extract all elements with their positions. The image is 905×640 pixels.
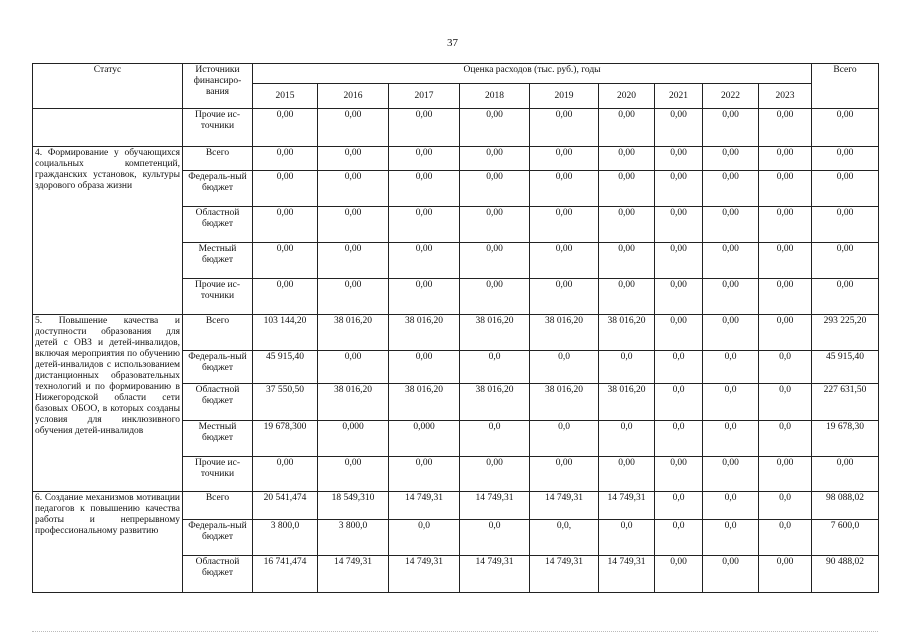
source-cell: Всего bbox=[183, 315, 253, 351]
value-cell: 14 749,31 bbox=[530, 492, 599, 520]
year-header: 2021 bbox=[655, 84, 703, 109]
value-cell: 0,00 bbox=[655, 207, 703, 243]
value-cell: 0,00 bbox=[460, 207, 530, 243]
value-cell: 0,0 bbox=[655, 351, 703, 384]
value-cell: 45 915,40 bbox=[253, 351, 318, 384]
total-header: Всего bbox=[812, 64, 879, 109]
value-cell: 0,00 bbox=[599, 279, 655, 315]
value-cell: 3 800,0 bbox=[253, 520, 318, 556]
value-cell: 38 016,20 bbox=[460, 315, 530, 351]
value-cell: 0,0 bbox=[530, 351, 599, 384]
value-cell: 0,0 bbox=[703, 421, 759, 457]
source-cell: Местный бюджет bbox=[183, 421, 253, 457]
source-cell: Областной бюджет bbox=[183, 556, 253, 593]
value-cell: 14 749,31 bbox=[389, 492, 460, 520]
value-cell: 0,00 bbox=[530, 243, 599, 279]
value-cell: 0,0 bbox=[759, 351, 812, 384]
value-cell: 38 016,20 bbox=[599, 384, 655, 421]
value-cell: 0,00 bbox=[703, 207, 759, 243]
value-cell: 0,0 bbox=[703, 384, 759, 421]
value-cell: 0,00 bbox=[318, 457, 389, 492]
value-cell: 0,00 bbox=[318, 109, 389, 147]
table-row bbox=[33, 492, 879, 520]
value-cell: 0,00 bbox=[318, 207, 389, 243]
value-cell: 38 016,20 bbox=[530, 315, 599, 351]
value-cell: 0,00 bbox=[460, 171, 530, 207]
status-cell: 4. Формирование у обучающихся социальных компетенций, гражданских установок, культуры здорового образа жизни bbox=[33, 147, 183, 315]
value-cell: 38 016,20 bbox=[460, 384, 530, 421]
value-cell: 0,00 bbox=[655, 243, 703, 279]
value-cell: 0,00 bbox=[389, 207, 460, 243]
value-cell: 14 749,31 bbox=[389, 556, 460, 593]
source-cell: Федераль-ный бюджет bbox=[183, 351, 253, 384]
total-cell: 98 088,02 bbox=[812, 492, 879, 520]
value-cell: 0,00 bbox=[530, 171, 599, 207]
year-header: 2020 bbox=[599, 84, 655, 109]
value-cell: 0,00 bbox=[389, 171, 460, 207]
value-cell: 0,00 bbox=[655, 147, 703, 171]
source-cell: Прочие ис-точники bbox=[183, 109, 253, 147]
source-cell: Прочие ис-точники bbox=[183, 279, 253, 315]
status-cell: 6. Создание механизмов мотивации педагогов к повышению качества работы и непрерывному профессиональному развитию bbox=[33, 492, 183, 593]
year-header: 2017 bbox=[389, 84, 460, 109]
estimate-header: Оценка расходов (тыс. руб.), годы bbox=[253, 64, 812, 84]
value-cell: 14 749,31 bbox=[530, 556, 599, 593]
value-cell: 0,00 bbox=[655, 315, 703, 351]
value-cell: 0,0 bbox=[759, 384, 812, 421]
value-cell: 0,00 bbox=[389, 243, 460, 279]
value-cell: 0,00 bbox=[703, 109, 759, 147]
value-cell: 0,0 bbox=[703, 520, 759, 556]
year-header: 2023 bbox=[759, 84, 812, 109]
page-bottom-divider bbox=[32, 631, 878, 632]
source-cell: Федераль-ный бюджет bbox=[183, 171, 253, 207]
value-cell: 0,0 bbox=[599, 421, 655, 457]
value-cell: 0,00 bbox=[253, 243, 318, 279]
value-cell: 0,0, bbox=[530, 520, 599, 556]
value-cell: 38 016,20 bbox=[318, 315, 389, 351]
value-cell: 18 549,310 bbox=[318, 492, 389, 520]
total-cell: 0,00 bbox=[812, 171, 879, 207]
value-cell: 0,000 bbox=[318, 421, 389, 457]
value-cell: 0,00 bbox=[759, 556, 812, 593]
value-cell: 0,00 bbox=[703, 279, 759, 315]
total-cell: 227 631,50 bbox=[812, 384, 879, 421]
value-cell: 0,00 bbox=[599, 457, 655, 492]
value-cell: 14 749,31 bbox=[599, 556, 655, 593]
source-cell: Всего bbox=[183, 147, 253, 171]
source-cell: Областной бюджет bbox=[183, 384, 253, 421]
total-cell: 293 225,20 bbox=[812, 315, 879, 351]
value-cell: 0,00 bbox=[599, 109, 655, 147]
value-cell: 103 144,20 bbox=[253, 315, 318, 351]
total-cell: 0,00 bbox=[812, 109, 879, 147]
value-cell: 16 741,474 bbox=[253, 556, 318, 593]
value-cell: 0,00 bbox=[253, 207, 318, 243]
value-cell: 0,00 bbox=[599, 207, 655, 243]
value-cell: 0,0 bbox=[389, 520, 460, 556]
value-cell: 0,00 bbox=[530, 147, 599, 171]
value-cell: 0,0 bbox=[655, 520, 703, 556]
value-cell: 14 749,31 bbox=[318, 556, 389, 593]
value-cell: 19 678,300 bbox=[253, 421, 318, 457]
value-cell: 0,00 bbox=[703, 556, 759, 593]
value-cell: 14 749,31 bbox=[599, 492, 655, 520]
value-cell: 14 749,31 bbox=[460, 556, 530, 593]
value-cell: 0,0 bbox=[655, 384, 703, 421]
value-cell: 0,00 bbox=[460, 457, 530, 492]
value-cell: 0,00 bbox=[530, 457, 599, 492]
value-cell: 0,00 bbox=[599, 171, 655, 207]
value-cell: 0,00 bbox=[253, 171, 318, 207]
status-cell bbox=[33, 109, 183, 147]
value-cell: 0,00 bbox=[599, 147, 655, 171]
value-cell: 0,00 bbox=[759, 147, 812, 171]
value-cell: 0,00 bbox=[655, 556, 703, 593]
value-cell: 0,0 bbox=[759, 492, 812, 520]
status-header: Статус bbox=[33, 64, 183, 109]
value-cell: 0,00 bbox=[759, 315, 812, 351]
total-cell: 45 915,40 bbox=[812, 351, 879, 384]
value-cell: 0,00 bbox=[703, 147, 759, 171]
value-cell: 0,0 bbox=[759, 520, 812, 556]
value-cell: 0,00 bbox=[599, 243, 655, 279]
value-cell: 0,00 bbox=[318, 171, 389, 207]
value-cell: 0,00 bbox=[253, 279, 318, 315]
value-cell: 14 749,31 bbox=[460, 492, 530, 520]
table-header bbox=[33, 64, 879, 109]
status-cell: 5. Повышение качества и доступности образования для детей с ОВЗ и детей-инвалидов, включая мероприятия по обучению детей-инвалидов с использованием дистанционных образовательных технологий и по формированию в Нижегородской области сети базовых ОБОО, в которых созданы условия для инклюзивного обучения детей-инвалидов bbox=[33, 315, 183, 492]
value-cell: 37 550,50 bbox=[253, 384, 318, 421]
year-header: 2022 bbox=[703, 84, 759, 109]
value-cell: 0,0 bbox=[655, 492, 703, 520]
value-cell: 0,00 bbox=[460, 109, 530, 147]
value-cell: 0,0 bbox=[599, 351, 655, 384]
value-cell: 38 016,20 bbox=[318, 384, 389, 421]
value-cell: 0,00 bbox=[460, 147, 530, 171]
value-cell: 0,00 bbox=[318, 351, 389, 384]
table-body bbox=[33, 109, 879, 593]
value-cell: 0,00 bbox=[703, 315, 759, 351]
value-cell: 0,0 bbox=[703, 492, 759, 520]
source-cell: Прочие ис-точники bbox=[183, 457, 253, 492]
value-cell: 0,0 bbox=[460, 520, 530, 556]
value-cell: 0,00 bbox=[759, 457, 812, 492]
value-cell: 0,00 bbox=[655, 109, 703, 147]
value-cell: 0,0 bbox=[655, 421, 703, 457]
value-cell: 0,00 bbox=[759, 207, 812, 243]
value-cell: 0,00 bbox=[655, 279, 703, 315]
value-cell: 0,00 bbox=[759, 243, 812, 279]
source-cell: Местный бюджет bbox=[183, 243, 253, 279]
value-cell: 0,00 bbox=[389, 109, 460, 147]
value-cell: 38 016,20 bbox=[389, 315, 460, 351]
total-cell: 19 678,30 bbox=[812, 421, 879, 457]
value-cell: 3 800,0 bbox=[318, 520, 389, 556]
year-header: 2015 bbox=[253, 84, 318, 109]
value-cell: 0,00 bbox=[530, 207, 599, 243]
value-cell: 0,00 bbox=[460, 279, 530, 315]
value-cell: 0,00 bbox=[703, 457, 759, 492]
value-cell: 38 016,20 bbox=[599, 315, 655, 351]
table-row bbox=[33, 315, 879, 351]
value-cell: 0,00 bbox=[703, 243, 759, 279]
value-cell: 0,00 bbox=[759, 279, 812, 315]
value-cell: 0,00 bbox=[389, 147, 460, 171]
sources-header: Источники финансиро-вания bbox=[183, 64, 253, 109]
source-cell: Федераль-ный бюджет bbox=[183, 520, 253, 556]
page-number: 37 bbox=[447, 37, 458, 49]
total-cell: 0,00 bbox=[812, 207, 879, 243]
value-cell: 0,0 bbox=[703, 351, 759, 384]
value-cell: 0,00 bbox=[253, 457, 318, 492]
value-cell: 0,00 bbox=[530, 109, 599, 147]
value-cell: 0,00 bbox=[655, 171, 703, 207]
value-cell: 0,00 bbox=[318, 243, 389, 279]
value-cell: 0,0 bbox=[460, 421, 530, 457]
total-cell: 90 488,02 bbox=[812, 556, 879, 593]
total-cell: 7 600,0 bbox=[812, 520, 879, 556]
value-cell: 0,00 bbox=[759, 109, 812, 147]
value-cell: 0,0 bbox=[530, 421, 599, 457]
value-cell: 0,00 bbox=[655, 457, 703, 492]
value-cell: 0,000 bbox=[389, 421, 460, 457]
source-cell: Областной бюджет bbox=[183, 207, 253, 243]
source-cell: Всего bbox=[183, 492, 253, 520]
total-cell: 0,00 bbox=[812, 457, 879, 492]
value-cell: 0,00 bbox=[389, 457, 460, 492]
total-cell: 0,00 bbox=[812, 279, 879, 315]
year-header: 2018 bbox=[460, 84, 530, 109]
value-cell: 20 541,474 bbox=[253, 492, 318, 520]
table-row bbox=[33, 109, 879, 147]
total-cell: 0,00 bbox=[812, 147, 879, 171]
value-cell: 0,0 bbox=[599, 520, 655, 556]
value-cell: 0,0 bbox=[759, 421, 812, 457]
total-cell: 0,00 bbox=[812, 243, 879, 279]
value-cell: 0,00 bbox=[460, 243, 530, 279]
value-cell: 0,00 bbox=[253, 147, 318, 171]
value-cell: 0,00 bbox=[389, 279, 460, 315]
value-cell: 0,0 bbox=[460, 351, 530, 384]
year-header: 2019 bbox=[530, 84, 599, 109]
budget-table bbox=[32, 63, 879, 593]
value-cell: 0,00 bbox=[703, 171, 759, 207]
value-cell: 0,00 bbox=[389, 351, 460, 384]
table-row bbox=[33, 147, 879, 171]
value-cell: 0,00 bbox=[318, 147, 389, 171]
value-cell: 0,00 bbox=[530, 279, 599, 315]
value-cell: 0,00 bbox=[318, 279, 389, 315]
value-cell: 38 016,20 bbox=[389, 384, 460, 421]
value-cell: 0,00 bbox=[253, 109, 318, 147]
year-header: 2016 bbox=[318, 84, 389, 109]
value-cell: 0,00 bbox=[759, 171, 812, 207]
value-cell: 38 016,20 bbox=[530, 384, 599, 421]
